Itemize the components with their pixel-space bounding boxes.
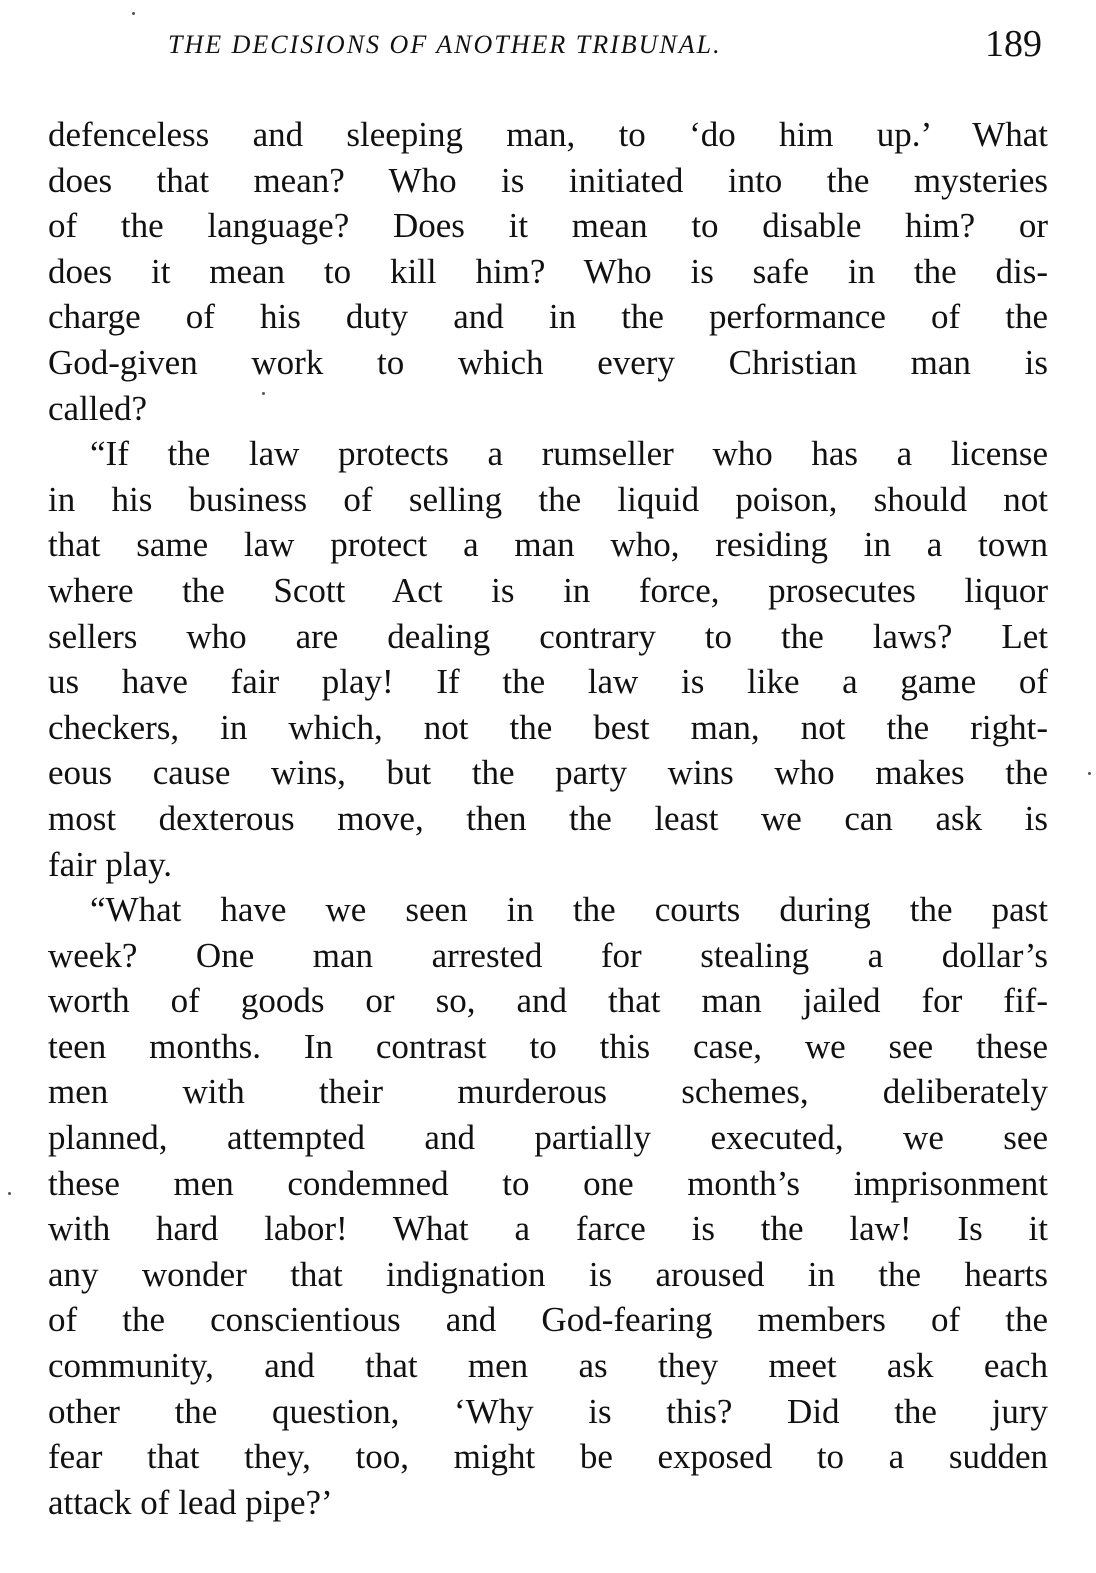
text-line: of the conscientious and God-fearing members of the (48, 1300, 1048, 1340)
text-line: planned, attempted and partially executed, we see (48, 1118, 1048, 1158)
text-line: these men condemned to one month’s imprisonment (48, 1163, 1048, 1203)
text-line: men with their murderous schemes, deliberately (48, 1072, 1048, 1112)
paragraph-start: “If the law protects a rumseller who has a license (90, 434, 1048, 474)
text-line: us have fair play! If the law is like a game of (48, 662, 1048, 702)
text-line: most dexterous move, then the least we can ask is (48, 798, 1048, 838)
print-speck (262, 392, 265, 395)
text-line: teen months. In contrast to this case, we see these (48, 1026, 1048, 1066)
text-line: God-given work to which every Christian man is (48, 342, 1048, 382)
text-line: fear that they, too, might be exposed to a sudden (48, 1437, 1048, 1477)
text-line: community, and that men as they meet ask each (48, 1346, 1048, 1386)
paragraph-start: “What have we seen in the courts during the past (90, 890, 1048, 930)
text-line: sellers who are dealing contrary to the laws? Let (48, 616, 1048, 656)
print-speck (1088, 772, 1091, 775)
print-speck (132, 12, 135, 15)
text-line: eous cause wins, but the party wins who makes the (48, 753, 1048, 793)
text-line: week? One man arrested for stealing a dollar’s (48, 935, 1048, 975)
text-line: that same law protect a man who, residing in a town (48, 525, 1048, 565)
text-line: with hard labor! What a farce is the law! Is it (48, 1209, 1048, 1249)
text-line: checkers, in which, not the best man, not the right- (48, 707, 1048, 747)
text-line: any wonder that indignation is aroused in the hearts (48, 1254, 1048, 1294)
page-number: 189 (985, 23, 1042, 65)
text-line: attack of lead pipe?’ (48, 1482, 333, 1522)
text-line: called? (48, 388, 148, 428)
running-title: THE DECISIONS OF ANOTHER TRIBUNAL. (168, 30, 722, 59)
text-line: of the language? Does it mean to disable him? or (48, 206, 1048, 246)
text-line: fair play. (48, 844, 173, 884)
text-line: worth of goods or so, and that man jailed for fif- (48, 981, 1048, 1021)
print-speck (8, 1192, 11, 1195)
text-line: other the question, ‘Why is this? Did the jury (48, 1391, 1048, 1431)
running-header (168, 22, 1048, 78)
text-line: defenceless and sleeping man, to ‘do him up.’ What (48, 115, 1048, 154)
text-line: does it mean to kill him? Who is safe in the dis- (48, 251, 1048, 291)
text-line: in his business of selling the liquid poison, should not (48, 479, 1048, 519)
text-line: where the Scott Act is in force, prosecutes liquor (48, 570, 1048, 610)
text-line: charge of his duty and in the performance of the (48, 297, 1048, 337)
body-text (48, 112, 1048, 1525)
text-line: does that mean? Who is initiated into the mysteries (48, 160, 1048, 200)
